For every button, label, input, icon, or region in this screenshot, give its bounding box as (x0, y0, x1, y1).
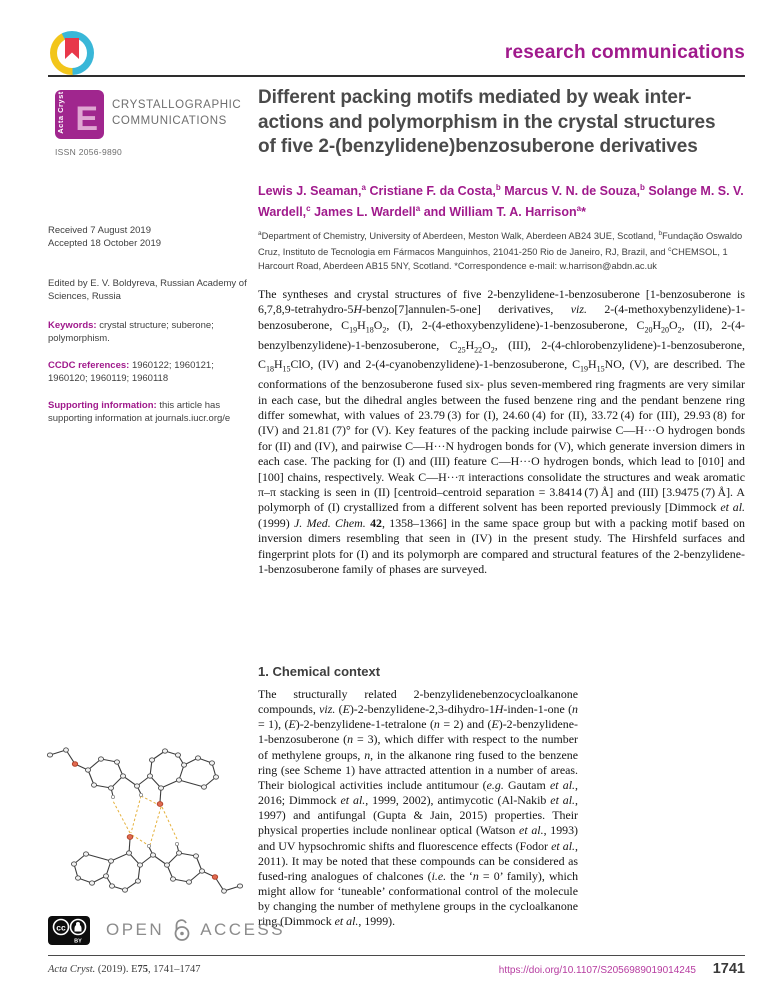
keywords-text: crystal structure; suberone; polymorphism. (48, 320, 214, 344)
journal-issn: ISSN 2056-9890 (55, 147, 123, 157)
page-number: 1741 (712, 961, 745, 977)
journal-logo[interactable] (55, 90, 104, 139)
journal-name-line1: CRYSTALLOGRAPHIC (112, 99, 242, 111)
footer-rule (48, 955, 745, 956)
svg-text:cc: cc (56, 922, 66, 932)
hydrogen-bond-dashes (113, 796, 177, 845)
edited-by: Edited by E. V. Boldyreva, Russian Academy of Sciences, Russia (48, 278, 247, 302)
keywords-block (48, 319, 249, 345)
journal-name (112, 97, 241, 129)
cc-by-text: BY (74, 938, 82, 944)
iucr-bookmark-icon (65, 38, 79, 60)
open-access-label (106, 918, 285, 942)
ccdc-numbers: 1960122; 1960121; 1960120; 1960119; 1960118 (48, 360, 214, 384)
author-list: Lewis J. Seaman,$^a$ Cristiane F. da Costa,$^b$ Marcus V. N. de Souza,$^b$ Solange M. S. V. Wardell,$^c$ James L. Wardell$^a$ and William T. A. Harrison$^a$* (258, 183, 744, 220)
open-lock-icon (172, 918, 192, 942)
affiliations: $^a$Department of Chemistry, University of Aberdeen, Meston Walk, Aberdeen AB24 3UE, Scotland, $^b$Fundação Oswaldo Cruz, Instituto de Tecnologia em Fármacos Manguinhos, 21041-250 Rio de Janeiro, RJ, Brazil, and $^c$CHEMSOL, 1 Harcourt Road, Aberdeen AB15 5NY, Scotland. *Correspondence e-mail: w.harrison@abdn.ac.uk (258, 230, 743, 271)
supporting-info-text: this article has supporting information at journals.iucr.org/e (48, 400, 231, 424)
journal-name-line2: COMMUNICATIONS (112, 115, 227, 127)
received-date: Received 7 August 2019 (48, 225, 151, 236)
section-label: research communications (504, 42, 745, 63)
supporting-info-label: Supporting information: (48, 400, 157, 411)
header-rule (48, 75, 745, 77)
abstract: The syntheses and crystal structures of five 2-benzylidene-1-benzosuberone [1-benzosuberone is 6,7,8,9-tetrahydro-5H-benzo[7]annulen-5-one] derivatives, viz. 2-(4-methoxybenzylidene)-1-benzosuberone, $C_{19}H_{18}O_2$, (I), 2-(4-ethoxybenzylidene)-1-benzosuberone, $C_{20}H_{20}O_2$, (II), 2-(4-benzylbenzylidene)-1-benzosuberone, $C_{25}H_{22}O_2$, (III), 2-(4-chlorobenzylidene)-1-benzosuberone, $C_{18}H_{15}ClO$, (IV) and 2-(4-cyanobenzylidene)-1-benzosuberone, $C_{19}H_{15}NO$, (V), are described. The conformations of the benzosuberone fused six- plus seven-membered ring fragments are very similar in each case, but the dihedral angles between the fused benzene ring and the pendant benzene ring differ somewhat, with values of 23.79 (3) for (I), 24.60 (4) for (II), 33.72 (4) for (III), 29.93 (8) for (IV) and 21.81 (7)° for (V). Key features of the packing include pairwise C—H···O hydrogen bonds for (II) and (IV), and pairwise C—H···N hydrogen bonds for (V), which generate inversion dimers in each case. The packing for (I) and (III) feature C—H···O hydrogen bonds, which lead to [010] and [100] chains, respectively. Weak C—H···π interactions consolidate the structures and weak aromatic π–π stacking is seen in (II) [centroid–centroid separation = 3.8414 (7) Å] and (III) [3.9475 (7) Å]. A polymorph of (I) crystallized from a different solvent has been reported previously [Dimmock et al. (1999) J. Med. Chem. 42, 1358–1366] in the same space group but with a packing motif based on inversion dimers resembling that seen in (IV) in the present study. The Hirshfeld surfaces and fingerprint plots for (I) and its polymorph are compared and structural features of the 2-benzylidene-1-benzosuberone family of phases are surveyed. (258, 287, 745, 577)
ccdc-label: CCDC references: (48, 360, 130, 371)
article-title: Different packing motifs mediated by weak inter- actions and polymorphism in the crystal structures of five 2-(benzylidene)benzosuberone derivatives (258, 87, 716, 157)
access-word: ACCESS (200, 920, 286, 939)
footer-citation: Acta Cryst. (2019). E75, 1741–1747 (48, 964, 201, 975)
iucr-logo-icon[interactable] (50, 31, 94, 75)
ccdc-block (48, 359, 249, 385)
open-access-row (48, 915, 285, 945)
molecule-a (47, 748, 218, 807)
dates-block (48, 224, 249, 250)
keywords-label: Keywords: (48, 320, 97, 331)
crystal-structure-figure (44, 743, 249, 898)
journal-logo-vertical-text: Acta Cryst (56, 91, 65, 134)
doi-link[interactable]: https://doi.org/10.1107/S2056989019014245 (498, 965, 696, 976)
open-word: OPEN (106, 920, 165, 939)
molecule-b (72, 835, 243, 894)
section-heading: 1. Chemical context (258, 664, 381, 679)
body-paragraph: The structurally related 2-benzylidenebenzocycloalkanone compounds, viz. (E)-2-benzylidene-2,3-dihydro-1H-inden-1-one (n = 1), (E)-2-benzylidene-1-tetralone (n = 2) and (E)-2-benzylidene-1-benzosuberone (n = 3), which differ with respect to the number of methylene groups, n, in the alkanone ring fused to the benzene ring (see Scheme 1) have attracted attention in a number of areas. Their biological activities include antitumour (e.g. Gautam et al., 2016; Dimmock et al., 1999, 2002), antimycotic (Al-Nakib et al., 1997) and antifungal (Gupta & Jain, 2015) properties. Their physical properties include nonlinear optical (Watson et al., 1993) and UV hypsochromic shifts and fluorescence effects (Fodor et al., 2011). It may be noted that these compounds can be considered as fused-ring analogues of chalcones (i.e. the ‘n = 0’ family), which might allow for ‘tuneable’ conformational control of the molecule by changing the number of methylene groups in the cycloalkanone ring (Dimmock et al., 1999). (258, 687, 579, 929)
cc-by-badge[interactable] (48, 916, 90, 945)
accepted-date: Accepted 18 October 2019 (48, 238, 162, 249)
journal-logo-letter: E (75, 100, 98, 138)
supporting-info-block (48, 399, 249, 425)
